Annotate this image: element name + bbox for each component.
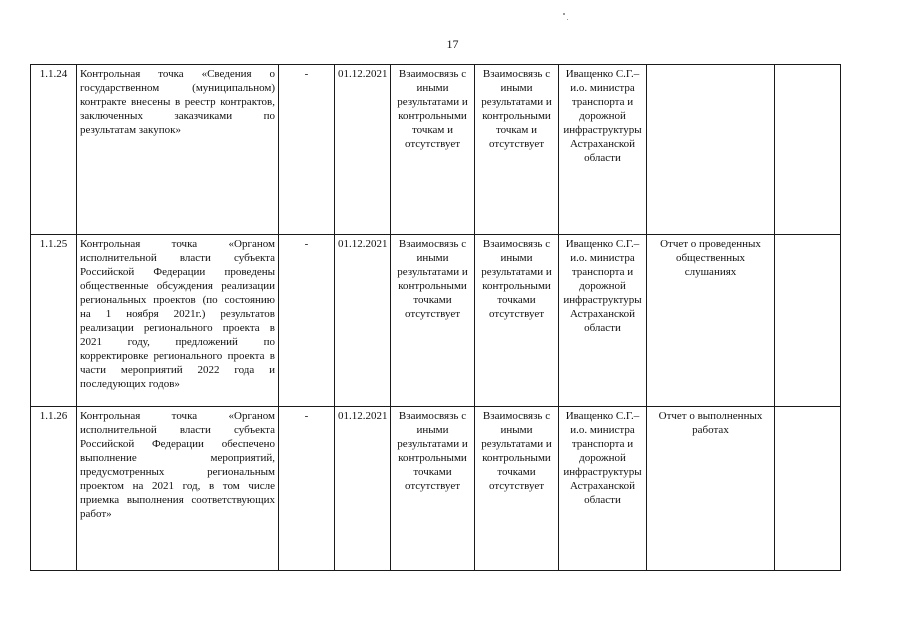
scan-speck [567,19,568,20]
end-date-cell: 01.12.2021 [335,65,391,235]
page-number: 17 [446,37,459,51]
table-row [31,407,841,571]
extra-cell [775,65,841,235]
predecessor-link-cell: Взаимосвязь с иными результатами и контрольными точкам и отсутствует [391,65,475,235]
scan-speck [563,13,565,15]
predecessor-link-cell: Взаимосвязь с иными результатами и контрольными точками отсутствует [391,235,475,407]
control-point-name-cell: Контрольная точка «Органом исполнительной власти субъекта Российской Федерации обеспечено выполнение мероприятий, предусмотренных региональным проектом на 2021 год, в том числе приемка выполнения соответствующих работ» [77,407,279,571]
extra-cell [775,235,841,407]
responsible-person-cell: Иващенко С.Г.– и.о. министра транспорта и дорожной инфраструктуры Астраханской области [559,65,647,235]
end-date-cell: 01.12.2021 [335,235,391,407]
row-number-cell: 1.1.26 [31,407,77,571]
successor-link-cell: Взаимосвязь с иными результатами и контрольными точками отсутствует [475,407,559,571]
table-row [31,65,841,235]
result-document-cell: Отчет о проведенных общественных слушаниях [647,235,775,407]
table-row [31,235,841,407]
end-date-cell: 01.12.2021 [335,407,391,571]
responsible-person-cell: Иващенко С.Г.– и.о. министра транспорта и дорожной инфраструктуры Астраханской области [559,235,647,407]
result-document-cell [647,65,775,235]
predecessor-link-cell: Взаимосвязь с иными результатами и контрольными точками отсутствует [391,407,475,571]
control-points-table [30,64,841,571]
start-date-cell: - [279,407,335,571]
row-number-cell: 1.1.24 [31,65,77,235]
start-date-cell: - [279,65,335,235]
control-point-name-cell: Контрольная точка «Сведения о государственном (муниципальном) контракте внесены в реестр контрактов, заключенных заказчиками по результатам закупок» [77,65,279,235]
responsible-person-cell: Иващенко С.Г.– и.о. министра транспорта и дорожной инфраструктуры Астраханской области [559,407,647,571]
successor-link-cell: Взаимосвязь с иными результатами и контрольными точками отсутствует [475,235,559,407]
successor-link-cell: Взаимосвязь с иными результатами и контрольными точкам и отсутствует [475,65,559,235]
row-number-cell: 1.1.25 [31,235,77,407]
control-point-name-cell: Контрольная точка «Органом исполнительной власти субъекта Российской Федерации проведены общественные обсуждения реализации региональных проектов (по состоянию на 1 ноября 2021г.) результатов реализации регионального проекта в 2021 году, предложений по корректировке регионального проекта в части мероприятий 2022 года и последующих годов» [77,235,279,407]
start-date-cell: - [279,235,335,407]
result-document-cell: Отчет о выполненных работах [647,407,775,571]
extra-cell [775,407,841,571]
